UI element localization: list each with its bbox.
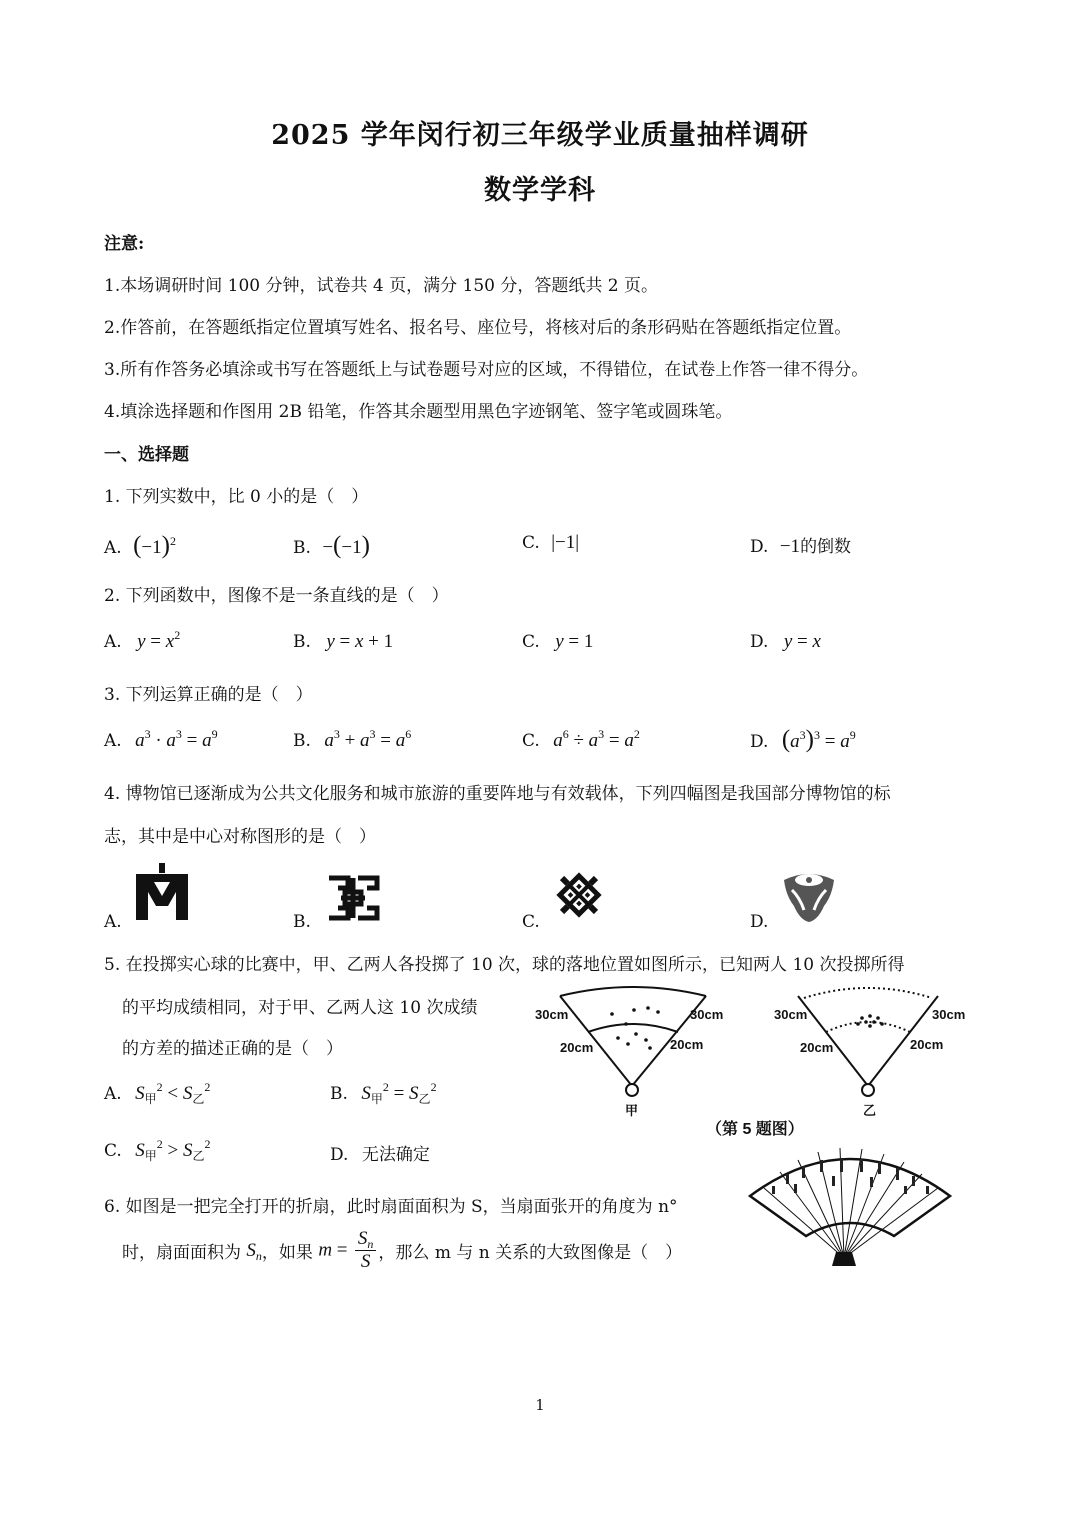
fan-b-origin [862,1084,874,1096]
q5-option-c: C. $S_甲^2 > S_乙^2$ [104,1137,211,1163]
q3-stem: 3. 下列运算正确的是（ ） [104,685,313,705]
q4-option-d-letter: D. [750,912,769,932]
q5-option-a: A. $S_甲^2 < S_乙^2$ [104,1080,211,1106]
q5-option-b: B. $S_甲^2 = S_乙^2$ [330,1080,437,1106]
q3-option-b: B. $a^3 + a^3 = a^6$ [293,727,412,751]
q1-option-d: D. −1的倒数 [750,536,852,557]
fan-a-origin [626,1084,638,1096]
q5-stem-line2: 的平均成绩相同，对于甲、乙两人这 10 次成绩 [122,998,478,1018]
notice-item-4: 4.填涂选择题和作图用 2B 铅笔，作答其余题型用黑色字迹钢笔、签字笔或圆珠笔。 [104,402,733,422]
q6-stem-line1: 6. 如图是一把完全打开的折扇，此时扇面面积为 S，当扇面张开的角度为 n° [104,1197,678,1217]
fan-b-label-20: 20cm [800,1040,834,1055]
q2-stem: 2. 下列函数中，图像不是一条直线的是（ ） [104,586,449,606]
q3-option-a: A. $a^3 \cdot a^3 = a^9$ [104,727,218,751]
q2-option-a: A. $y = x^2$ [104,628,181,652]
page-title: 2025 学年闵行初三年级学业质量抽样调研 [271,120,809,151]
page-subtitle: 数学学科 [484,175,596,206]
fan-a-person: 甲 [625,1103,639,1118]
museum-logo-b-icon [326,874,380,922]
q3-option-c: C. $a^6 \div a^3 = a^2$ [522,727,640,751]
page-number: 1 [535,1396,545,1414]
fan-b-person: 乙 [863,1103,877,1118]
fan-b-label-30-right: 30cm [932,1007,966,1022]
q1-option-a: A. $(-1)^2$ [104,532,176,559]
q2-option-b: B. y = x + 1 [293,631,394,652]
q1-stem: 1. 下列实数中，比 0 小的是（ ） [104,487,369,507]
fan-a-points [610,1006,660,1050]
fan-b-inner-arc [826,1022,910,1032]
q5-stem-line1: 5. 在投掷实心球的比赛中，甲、乙两人各投掷了 10 次，球的落地位置如图所示，已知两人 10 次投掷所得 [104,955,905,975]
fan-a-inner-arc [588,1024,678,1032]
fan-a-label-20-right: 20cm [670,1037,704,1052]
q2-option-d: D. y = x [750,631,821,652]
fan-a-label-20: 20cm [560,1040,594,1055]
q4-option-b-letter: B. [293,912,311,932]
fan-a-outer-arc [560,987,706,996]
q1-option-c: C. |−1| [522,532,580,553]
fan-b-points [856,1014,884,1028]
q4-stem-line2: 志，其中是中心对称图形的是（ ） [104,827,376,847]
q4-option-a-letter: A. [104,912,122,932]
notice-item-2: 2.作答前，在答题纸指定位置填写姓名、报名号、座位号，将核对后的条形码贴在答题纸指定位置。 [104,318,852,338]
q5-figure-caption: （第 5 题图） [706,1121,804,1138]
q3-option-d: D. $(a^3)^3 = a^9$ [750,726,856,753]
fan-b-label-20-right: 20cm [910,1037,944,1052]
fan-b-outer-arc [804,988,932,998]
q1-option-b: B. −(−1) [293,532,370,559]
notice-item-1: 1.本场调研时间 100 分钟，试卷共 4 页，满分 150 分，答题纸共 2 页。 [104,276,658,296]
q4-option-c-letter: C. [522,912,540,932]
q4-stem-line1: 4. 博物馆已逐渐成为公共文化服务和城市旅游的重要阵地与有效载体，下列四幅图是我国部分博物馆的标 [104,784,891,804]
q5-stem-line3: 的方差的描述正确的是（ ） [122,1039,343,1059]
section-heading: 一、选择题 [104,445,189,465]
fan-b-label-30: 30cm [774,1007,808,1022]
museum-logo-d-icon [778,866,840,924]
notice-heading: 注意: [104,234,145,254]
notice-item-3: 3.所有作答务必填涂或书写在答题纸上与试卷题号对应的区域，不得错位，在试卷上作答一律不得分。 [104,360,869,380]
q6-stem-line2: 时，扇面面积为 $S_n$，如果 m = $\frac{S_n}{S}$ ，那么 m 与 n 关系的大致图像是（ ） [122,1228,683,1272]
folding-fan-icon [744,1140,956,1270]
museum-logo-a-icon [132,862,192,922]
q5-option-d: D. 无法确定 [330,1145,430,1165]
fan-a-label-30: 30cm [535,1007,569,1022]
fan-a-label-30-right: 30cm [690,1007,724,1022]
q2-option-c: C. y = 1 [522,631,594,652]
museum-logo-c-icon [550,866,608,924]
